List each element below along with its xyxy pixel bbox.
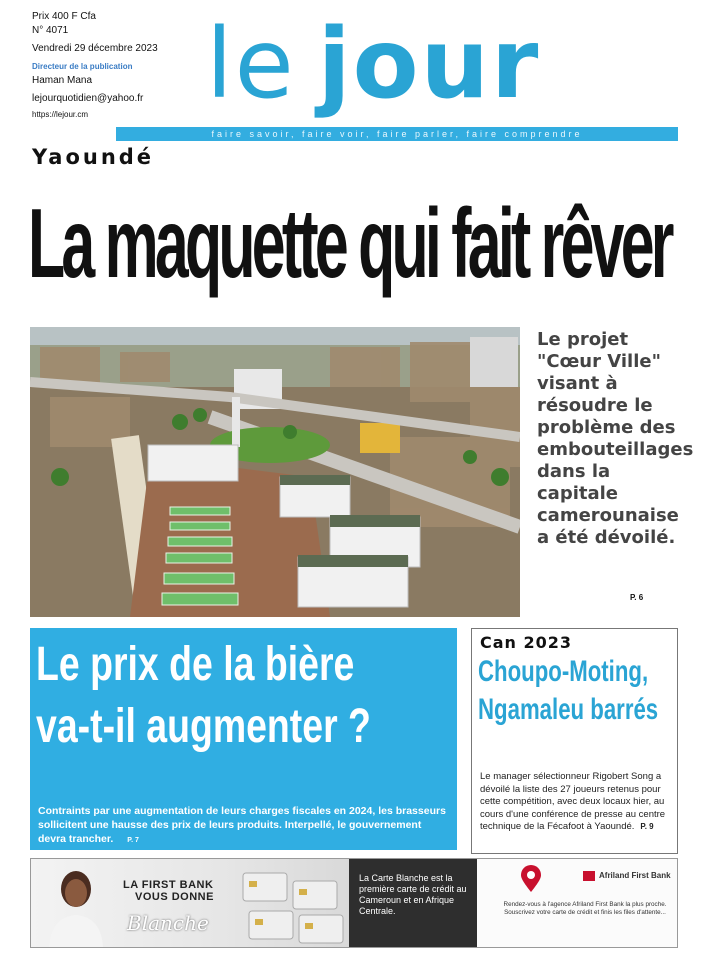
can-kicker: Can 2023 <box>480 633 573 652</box>
newspaper-logo <box>206 8 626 120</box>
director-name: Haman Mana <box>32 75 93 86</box>
advert-dark-panel <box>349 859 477 947</box>
bank-name: Afriland First Bank <box>599 871 671 881</box>
advert-left-panel <box>31 859 349 947</box>
beer-title-line2: va-t-il augmenter ? <box>36 700 371 753</box>
masthead-info <box>32 10 192 122</box>
website-link[interactable]: https://lejour.cm <box>32 110 89 119</box>
card-brand-script: Blanche <box>127 911 209 935</box>
credit-cards-icon <box>239 867 347 945</box>
bank-advert[interactable] <box>30 858 678 948</box>
can-story-box[interactable] <box>471 628 678 854</box>
lead-lede: Le projet "Cœur Ville" visant à résoudre le problème des embouteillages dans la capitale camerounaise a été dévoilé. <box>537 329 694 548</box>
issue-date: Vendredi 29 décembre 2023 <box>32 43 158 54</box>
woman-portrait-icon <box>41 863 111 947</box>
beer-title-line1: Le prix de la bière <box>36 638 355 691</box>
beer-text-body: Contraints par une augmentation de leurs charges fiscales en 2024, les brasseurs sollicitent une hausse des prix de leurs produits. Interpellé, le gouvernement devra trancher. <box>38 805 446 845</box>
can-story-title <box>478 653 670 729</box>
director-label: Directeur de la publication <box>32 62 133 71</box>
lead-kicker: Yaoundé <box>32 145 155 169</box>
city-model-illustration <box>30 327 520 617</box>
logo-jour: jour <box>317 8 541 120</box>
can-story-text <box>480 771 674 834</box>
beer-story-text <box>38 804 450 848</box>
can-text-body: Le manager sélectionneur Rigobert Song a dévoilé la liste des 27 joueurs retenus pour cette compétition, avec deux locaux hier, au cours d'une conférence de presse au centre technique de la Fécafoot à Yaoundé. <box>480 771 666 832</box>
bank-logo <box>583 871 671 881</box>
location-pin-icon <box>519 865 543 893</box>
contact-email[interactable]: lejourquotidien@yahoo.fr <box>32 93 144 104</box>
advert-dark-text: La Carte Blanche est la première carte de crédit au Cameroun et en Afrique Centrale. <box>359 873 467 916</box>
lead-photo <box>30 327 520 617</box>
can-title-line2: Ngamaleu barrés <box>478 693 659 726</box>
advert-line2: VOUS DONNE <box>135 891 214 903</box>
issue-number: N° 4071 <box>32 25 69 36</box>
advert-right-panel <box>477 859 677 947</box>
lead-headline[interactable]: La maquette qui fait rêver <box>28 188 671 298</box>
beer-page-ref: P. 7 <box>127 837 139 844</box>
tagline-bar: faire savoir, faire voir, faire parler, faire comprendre <box>116 127 678 141</box>
beer-story-box[interactable] <box>30 628 457 850</box>
price: Prix 400 F Cfa <box>32 11 96 22</box>
logo-le: le <box>206 8 296 120</box>
can-title-line1: Choupo-Moting, <box>478 655 649 688</box>
advert-right-text: Rendez-vous à l'agence Afriland First Bank la plus proche. Souscrivez votre carte de crédit et finis les files d'attente... <box>503 901 667 916</box>
bank-logo-icon <box>583 871 595 881</box>
lead-page-ref: P. 6 <box>630 593 644 602</box>
beer-story-title <box>36 634 442 758</box>
advert-line1: LA FIRST BANK <box>123 879 214 891</box>
can-page-ref: P. 9 <box>640 822 654 831</box>
